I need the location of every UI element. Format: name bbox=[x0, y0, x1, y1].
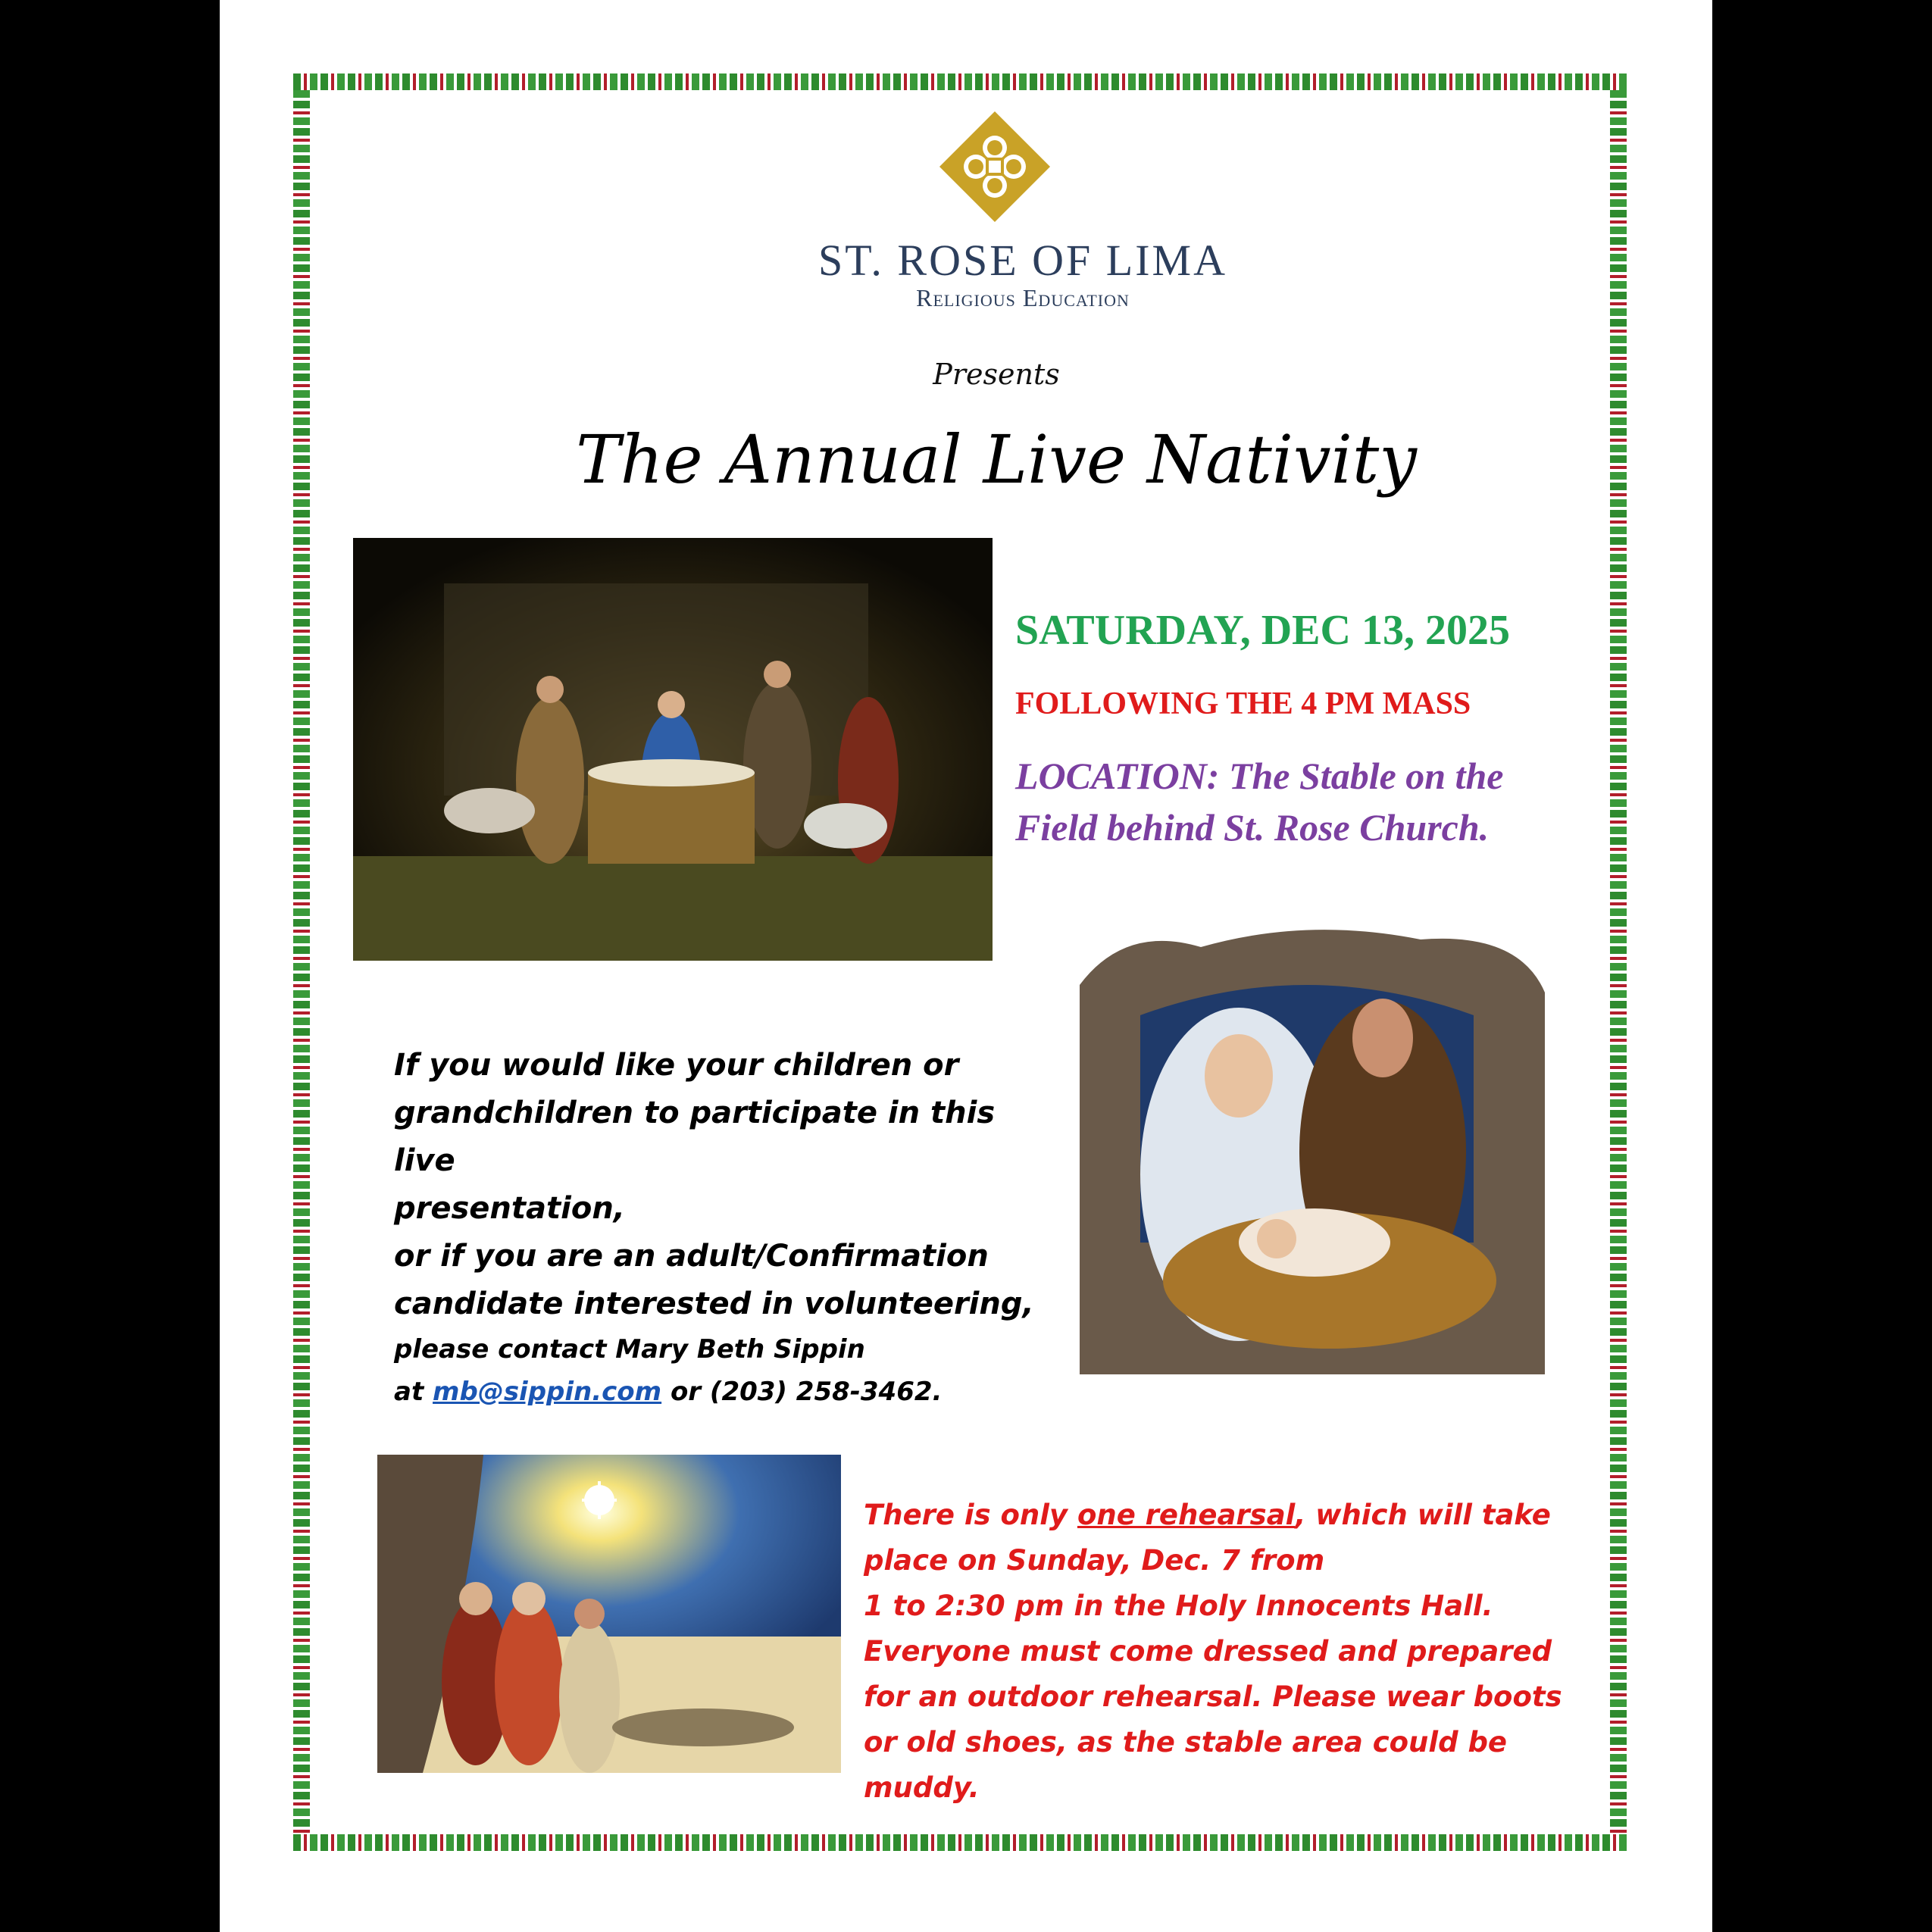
event-time: FOLLOWING THE 4 PM MASS bbox=[1015, 686, 1471, 721]
presents-label: Presents bbox=[933, 358, 1060, 391]
contact-line: or if you are an adult/Confirmation bbox=[394, 1239, 989, 1274]
contact-phone: or (203) 258-3462. bbox=[661, 1377, 943, 1407]
event-location: LOCATION: The Stable on the Field behind St. Rose Church. bbox=[1015, 755, 1504, 849]
contact-line: presentation, bbox=[394, 1191, 625, 1226]
contact-at: at bbox=[394, 1377, 433, 1407]
contact-line: candidate interested in volunteering, bbox=[394, 1286, 1034, 1321]
rehearsal-rest1: , which will take place on Sunday, Dec. 7 from bbox=[864, 1499, 1551, 1577]
contact-email-line bbox=[394, 1371, 1061, 1413]
page-title: The Annual Live Nativity bbox=[576, 420, 1417, 499]
quatrefoil-cross-logo-icon bbox=[938, 110, 1052, 224]
rehearsal-rest3: Everyone must come dressed and prepared for an outdoor rehearsal. Please wear boots or old shoes, as the stable area could be muddy. bbox=[864, 1635, 1562, 1804]
rehearsal-rest2: 1 to 2:30 pm in the Holy Innocents Hall. bbox=[864, 1590, 1493, 1622]
flyer-page bbox=[220, 0, 1712, 1932]
contact-line: please contact Mary Beth Sippin bbox=[394, 1334, 865, 1365]
event-date: SATURDAY, DEC 13, 2025 bbox=[1015, 607, 1510, 654]
org-subtitle: Religious Education bbox=[916, 284, 1130, 311]
rehearsal-intro: There is only bbox=[864, 1499, 1077, 1531]
holy-family-painting bbox=[1080, 924, 1545, 1374]
rehearsal-emphasis: one rehearsal bbox=[1077, 1499, 1296, 1531]
rehearsal-paragraph bbox=[864, 1493, 1591, 1811]
email-link[interactable]: mb@sippin.com bbox=[433, 1377, 662, 1407]
org-name: ST. ROSE OF LIMA bbox=[818, 236, 1227, 285]
live-nativity-photo bbox=[353, 538, 993, 961]
contact-paragraph bbox=[394, 1042, 1061, 1413]
contact-line: grandchildren to participate in this live bbox=[394, 1096, 996, 1178]
contact-line: If you would like your children or bbox=[394, 1048, 959, 1083]
magi-star-painting bbox=[377, 1455, 841, 1773]
